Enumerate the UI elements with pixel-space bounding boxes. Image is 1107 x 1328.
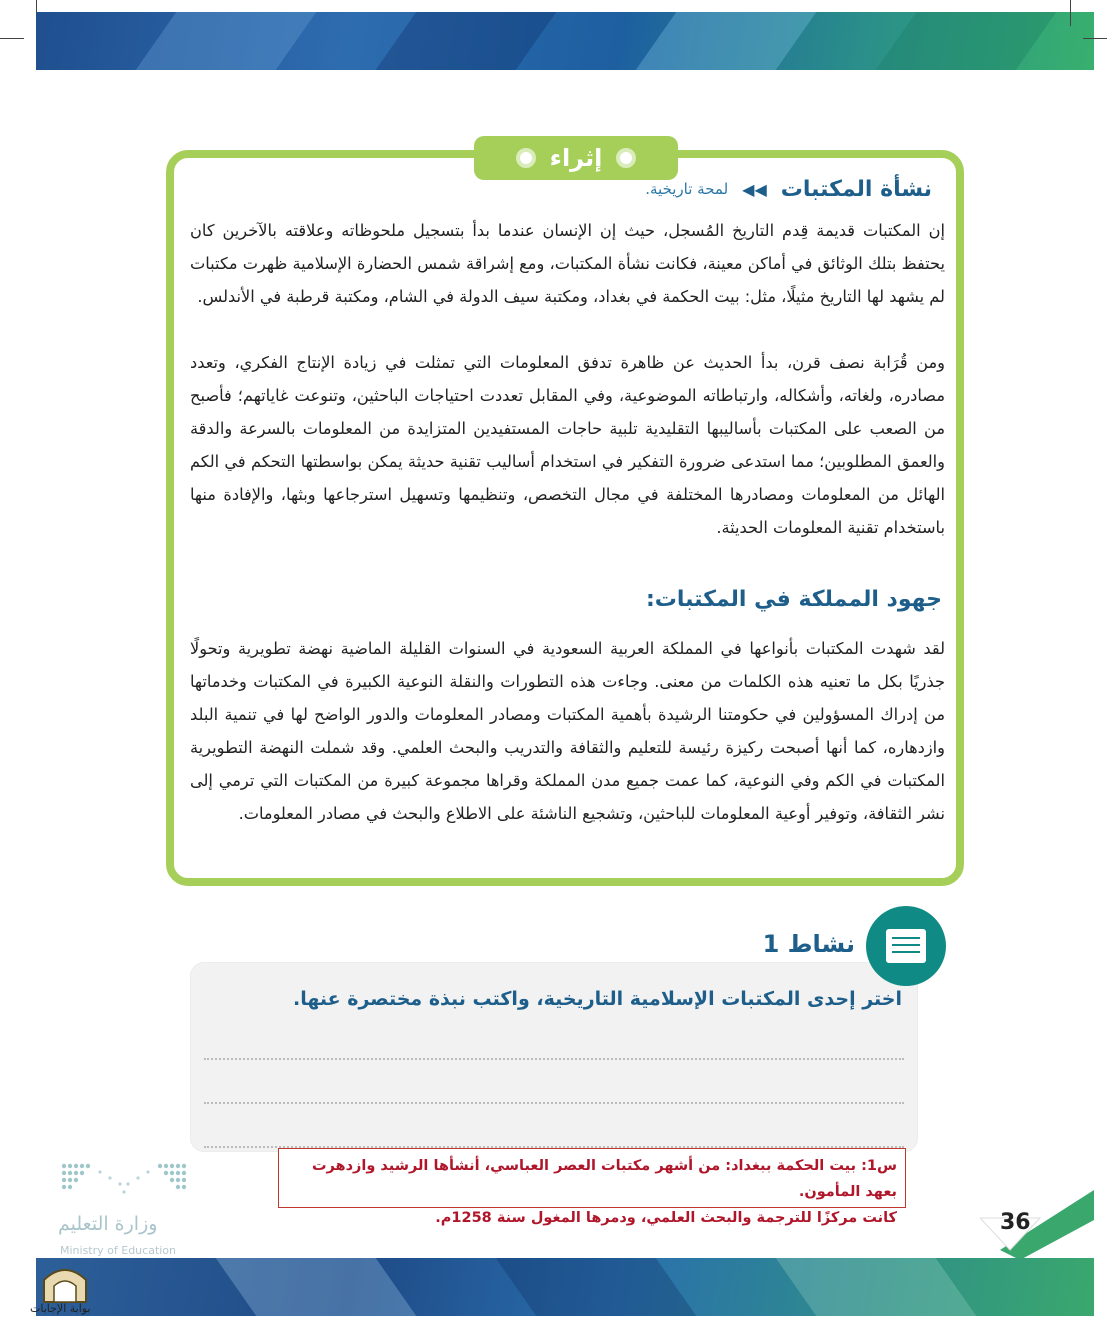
- heading-libraries-origin: نشأة المكتبات: [780, 176, 932, 202]
- page-number: 36: [1000, 1210, 1031, 1235]
- watermark-text: بوابة الإجابات: [30, 1302, 91, 1315]
- subheading-historical: لمحة تاريخية.: [645, 180, 729, 198]
- section-heading: [182, 172, 932, 206]
- enrichment-tab-label: إثراء: [549, 144, 603, 172]
- activity-title: نشاط 1: [762, 930, 855, 958]
- circle-icon: [516, 148, 536, 168]
- page-corner-decoration: [980, 1190, 1094, 1260]
- double-arrow-left-icon: ◀◀: [742, 179, 767, 199]
- answer-line-2: كانت مركزًا للترجمة والبحث العلمي، ودمرها المغول سنة 1258م.: [435, 1210, 897, 1226]
- activity-question: اختر إحدى المكتبات الإسلامية التاريخية، واكتب نبذة مختصرة عنها.: [292, 988, 902, 1010]
- top-banner: [36, 12, 1094, 70]
- bottom-banner: [36, 1258, 1094, 1316]
- circle-icon: [616, 148, 636, 168]
- ministry-name-english: Ministry of Education: [60, 1244, 177, 1257]
- ministry-logo-icon: [60, 1160, 188, 1200]
- crop-mark: [1070, 0, 1071, 26]
- ministry-name-arabic: وزارة التعليم: [58, 1213, 158, 1235]
- answer-line[interactable]: [204, 1058, 904, 1060]
- answer-line-1: س1: بيت الحكمة ببغداد: من أشهر مكتبات العصر العباسي، أنشأها الرشيد وازدهرت بعهد المأمون.: [311, 1158, 897, 1200]
- crop-mark: [1083, 38, 1107, 39]
- crop-mark: [36, 0, 37, 12]
- notebook-pencil-icon: [886, 929, 926, 963]
- answer-line[interactable]: [204, 1102, 904, 1104]
- activity-badge: [866, 906, 946, 986]
- handwritten-answer-box: [278, 1148, 906, 1226]
- paragraph-kingdom-efforts: لقد شهدت المكتبات بأنواعها في المملكة العربية السعودية في السنوات القليلة الماضية نهضة تطويرية وتحولًا جذريًا بكل ما تعنيه هذه الكلمات من معنى. وجاءت هذه التطورات والنقلة النوعية الكبيرة في المكتبات وخدماتها من إدراك المسؤولين في حكومتنا الرشيدة بأهمية المكتبات ومصادر المعلومات والدور الواضح لها في تنمية البلد وازدهاره، كما أنها أصبحت ركيزة رئيسة للتعليم والثقافة والتدريب والبحث العلمي. وقد شملت النهضة التطويرية المكتبات في الكم وفي النوعية، كما عمت جميع مدن المملكة وقراها مجموعة كبيرة من المكتبات التي ترمي إلى نشر الثقافة، وتوفير أوعية المعلومات للباحثين، وتشجيع الناشئة على الاطلاع والبحث في مصادر المعلومات.: [190, 639, 945, 823]
- paragraph-info-flow: ومن قُرَابة نصف قرن، بدأ الحديث عن ظاهرة تدفق المعلومات التي تمثلت في زيادة الإنتاج الفكري، وتعدد مصادره، ولغاته، وأشكاله، وارتباطاته الموضوعية، وفي المقابل تعددت احتياجات الباحثين، وتنوعت غاياتهم؛ فأصبح من الصعب على المكتبات بأساليبها التقليدية تلبية حاجات المستفيدين المتزايدة من المعلومات بالسرعة والدقة والعمق المطلوبين؛ مما استدعى ضرورة التفكير في استخدام أساليب تقنية حديثة يمكن بواسطتها التحكم في الكم الهائل من المعلومات ومصادرها المختلفة في مجال التخصص، وتنظيمها وتسهيل استرجاعها وبثها، والإفادة منها باستخدام تقنية المعلومات الحديثة.: [190, 353, 945, 537]
- paragraph-origin: إن المكتبات قديمة قِدم التاريخ المُسجل، حيث إن الإنسان عندما بدأ بتسجيل ملحوظاته وعلاقته بالآخرين كان يحتفظ بتلك الوثائق في أماكن معينة، فكانت نشأة المكتبات، ومع إشراقة شمس الحضارة الإسلامية ظهرت مكتبات لم يشهد لها التاريخ مثيلًا، مثل: بيت الحكمة في بغداد، ومكتبة سيف الدولة في الشام، ومكتبة قرطبة في الأندلس.: [190, 221, 945, 306]
- crop-mark: [0, 38, 24, 39]
- heading-kingdom-efforts: جهود المملكة في المكتبات:: [646, 587, 942, 612]
